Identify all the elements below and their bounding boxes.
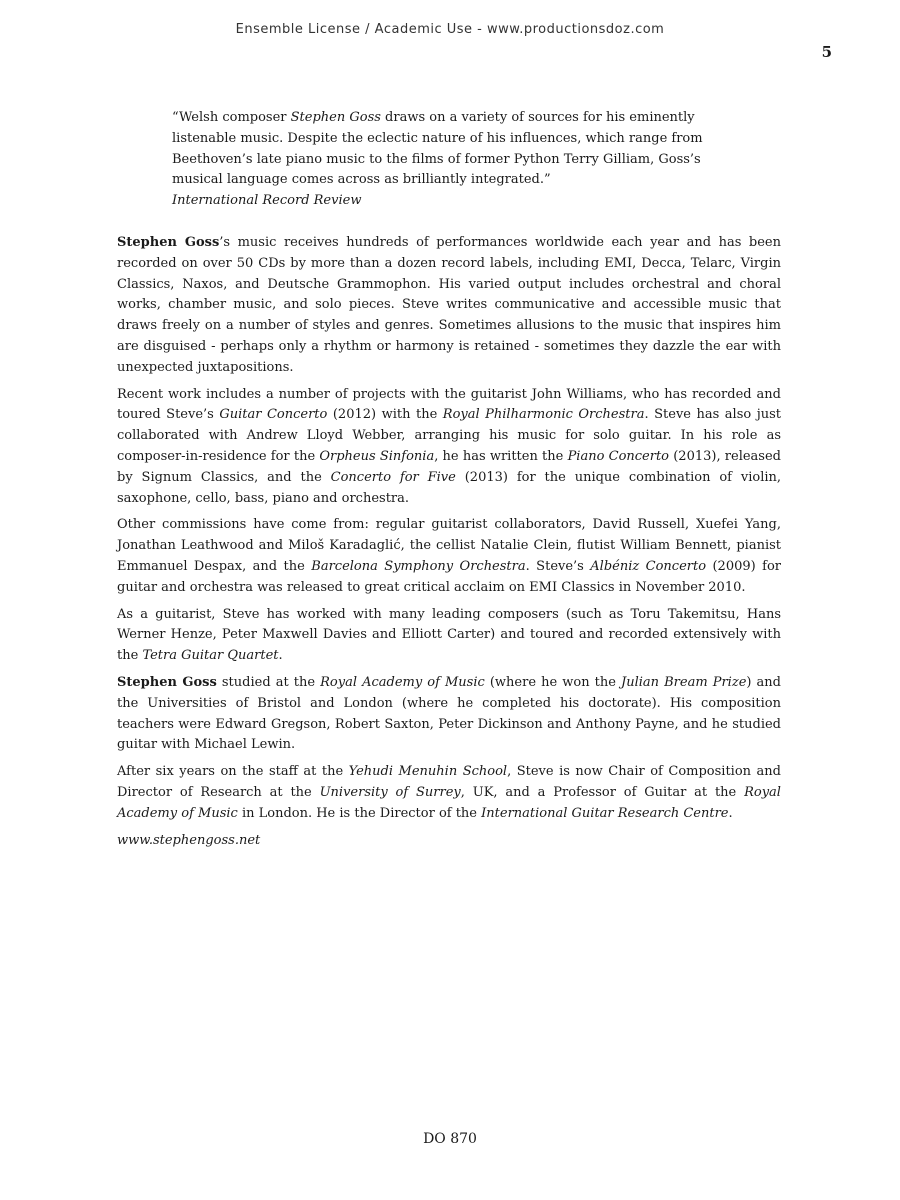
catalog-number: DO 870 <box>423 1131 477 1147</box>
bio-paragraph-6: After six years on the staff at the Yehudi Menuhin School, Steve is now Chair of Composition and Director of Research at the University of Surrey, UK, and a Professor of Guitar at the Royal Academy of Music in London. He is the Director of the International Guitar Research Centre. <box>117 764 781 821</box>
quote-source: International Record Review <box>172 193 362 209</box>
biography <box>117 233 781 857</box>
bio-paragraph-3: Other commissions have come from: regular guitarist collaborators, David Russell, Xuefei Yang, Jonathan Leathwood and Miloš Karadaglić, the cellist Natalie Clein, flutist William Bennett, pianist Emmanuel Despax, and the Barcelona Symphony Orchestra. Steve’s Albéniz Concerto (2009) for guitar and orchestra was released to great critical acclaim on EMI Classics in November 2010. <box>117 517 781 595</box>
license-watermark: Ensemble License / Academic Use - www.productionsdoz.com <box>235 22 665 37</box>
quote-text: “Welsh composer Stephen Goss draws on a variety of sources for his eminently listenable music. Despite the eclectic nature of his influences, which range from Beethoven’s late piano music to the films of former Python Terry Gilliam, Goss’s musical language comes across as brilliantly integrated.” <box>172 110 703 188</box>
bio-paragraph-4: As a guitarist, Steve has worked with many leading composers (such as Toru Takemitsu, Hans Werner Henze, Peter Maxwell Davies and Elliott Carter) and toured and recorded extensively with the Tetra Guitar Quartet. <box>117 606 781 664</box>
website-link[interactable]: www.stephengoss.net <box>117 832 261 848</box>
bio-paragraph-1: Stephen Goss’s music receives hundreds of performances worldwide each year and has been recorded on over 50 CDs by more than a dozen record labels, including EMI, Decca, Telarc, Virgin Classics, Naxos, and Deutsche Grammophon. His varied output includes orchestral and choral works, chamber music, and solo pieces. Steve writes communicative and accessible music that draws freely on a number of styles and genres. Sometimes allusions to the music that inspires him are disguised - perhaps only a rhythm or harmony is retained - sometimes they dazzle the ear with unexpected juxtapositions. <box>117 235 781 375</box>
page-number: 5 <box>821 43 832 61</box>
press-quote <box>172 108 717 212</box>
bio-paragraph-5: Stephen Goss studied at the Royal Academy of Music (where he won the Julian Bream Prize) and the Universities of Bristol and London (where he completed his doctorate). His composition teachers were Edward Gregson, Robert Saxton, Peter Dickinson and Anthony Payne, and he studied guitar with Michael Lewin. <box>117 674 781 753</box>
bio-paragraph-2: Recent work includes a number of projects with the guitarist John Williams, who has recorded and toured Steve’s Guitar Concerto (2012) with the Royal Philharmonic Orchestra. Steve has also just collaborated with Andrew Lloyd Webber, arranging his music for solo guitar. In his role as composer-in-residence for the Orpheus Sinfonia, he has written the Piano Concerto (2013), released by Signum Classics, and the Concerto for Five (2013) for the unique combination of violin, saxophone, cello, bass, piano and orchestra. <box>117 386 782 506</box>
